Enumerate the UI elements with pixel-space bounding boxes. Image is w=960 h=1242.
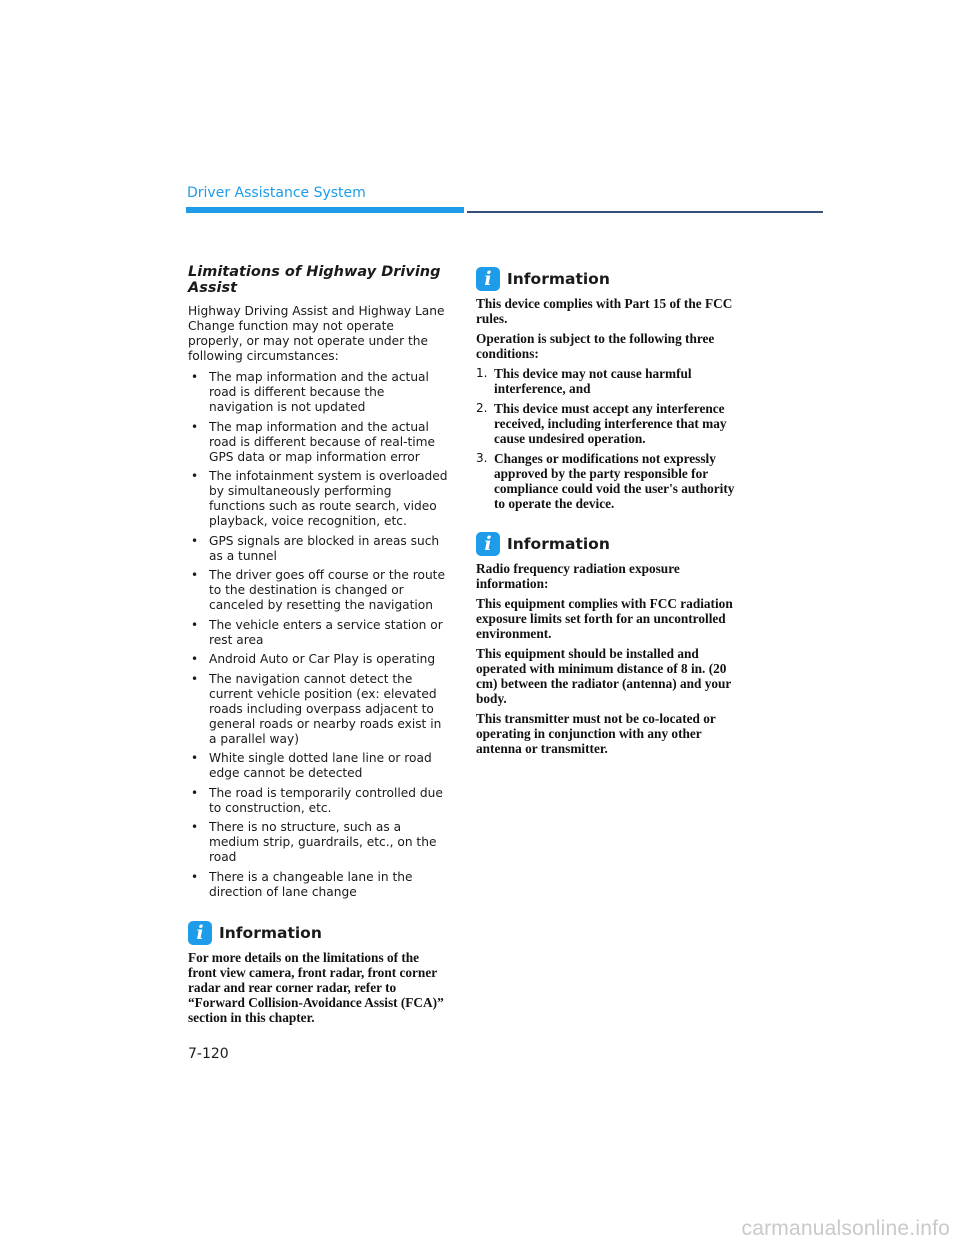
bullet-icon: • [191,652,199,666]
intro-paragraph: Highway Driving Assist and Highway Lane Change function may not operate properly, or may not operate under the following circumstances: [188,304,445,363]
left-column [188,264,450,1030]
info-header [476,266,738,292]
chapter-title: Driver Assistance System [187,185,366,201]
info-label: Information [507,535,610,553]
rf-exposure-heading: Radio frequency radiation exposure information: [476,561,680,591]
fcc-conditions-intro: Operation is subject to the following three conditions: [476,331,715,361]
fcc-compliance-text: This device complies with Part 15 of the FCC rules. [476,296,733,326]
watermark: carmanualsonline.info [741,1217,950,1240]
right-column [476,266,738,761]
info-icon: i [188,921,212,945]
bullet-icon: • [191,533,199,548]
bullet-icon: • [191,671,199,686]
bullet-icon: • [191,419,199,434]
page-number: 7-120 [188,1046,229,1062]
info-header [188,920,450,946]
rf-exposure-limits: This equipment complies with FCC radiation exposure limits set forth for an uncontrolled environment. [476,596,733,641]
list-item: • The road is temporarily controlled due to construction, etc. [191,785,443,815]
info-icon: i [476,532,500,556]
bullet-icon: • [191,751,199,765]
info-icon: i [476,267,500,291]
list-item: • GPS signals are blocked in areas such as a tunnel [191,533,440,563]
fcc-conditions-list [476,366,738,511]
bullet-icon: • [191,785,199,800]
list-item: 3. Changes or modifications not expressly approved by the party responsible for compliance could void the user's authority to operate the device. [476,451,735,511]
list-item: • White single dotted lane line or road edge cannot be detected [191,751,432,780]
list-item: • There is a changeable lane in the direction of lane change [191,869,413,899]
info-box-limitations [188,920,450,1025]
bullet-icon: • [191,820,199,834]
info-label: Information [219,923,322,942]
list-item: • The infotainment system is overloaded by simultaneously performing functions such as route search, video playback, voice recognition, etc. [191,469,448,528]
bullet-icon: • [191,568,199,582]
list-item: • The navigation cannot detect the current vehicle position (ex: elevated roads including overpass adjacent to general roads or nearby roads exist in a parallel way) [191,671,442,746]
list-item: 1. This device may not cause harmful interference, and [476,366,692,396]
header-rule-thin [467,211,823,213]
list-item: • The map information and the actual road is different because of real-time GPS data or map information error [191,419,436,464]
bullet-icon: • [191,869,199,884]
rf-colocation-warning: This transmitter must not be co-located or operating in conjunction with any other antenna or transmitter. [476,711,716,756]
info-text: For more details on the limitations of the front view camera, front radar, front corner radar and rear corner radar, refer to “Forward Collision-Avoidance Assist (FCA)” section in this chapter. [188,949,444,1025]
rf-installation-distance: This equipment should be installed and operated with minimum distance of 8 in. (20 cm) between the radiator (antenna) and your body. [476,646,732,706]
info-box-fcc [476,266,738,511]
list-item: • There is no structure, such as a medium strip, guardrails, etc., on the road [191,820,437,864]
list-item: • The driver goes off course or the route to the destination is changed or canceled by resetting the navigation [191,568,445,612]
list-item: • The map information and the actual road is different because the navigation is not updated [191,370,429,414]
list-item: 2. This device must accept any interference received, including interference that may cause undesired operation. [476,401,727,446]
header-rule-accent [186,207,464,213]
bullet-icon: • [191,370,199,384]
info-label: Information [507,270,610,288]
list-item: • Android Auto or Car Play is operating [191,652,436,666]
list-item: • The vehicle enters a service station or rest area [191,617,443,647]
info-header [476,531,738,557]
bullet-icon: • [191,617,199,632]
limitations-list [188,370,450,900]
section-title: Limitations of Highway Driving Assist [188,264,441,296]
bullet-icon: • [191,469,199,483]
info-box-radiation [476,531,738,756]
